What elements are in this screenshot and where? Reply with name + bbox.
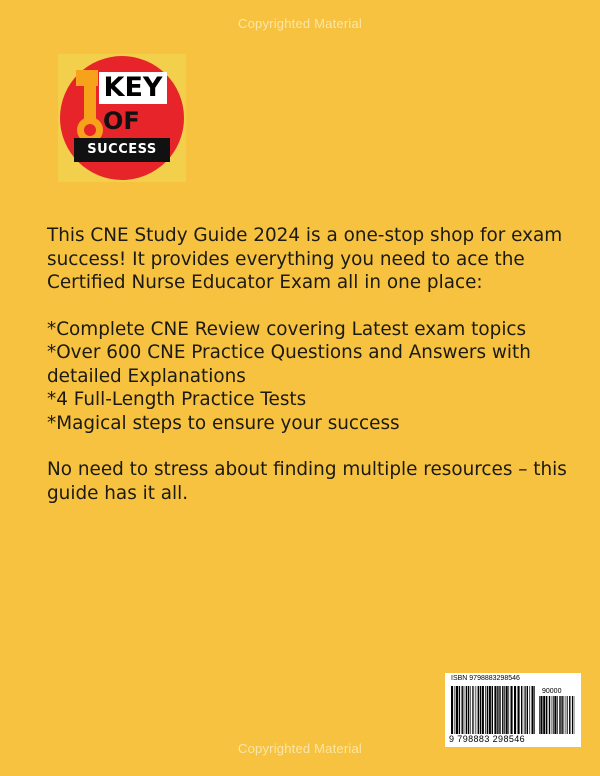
watermark-bottom: Copyrighted Material: [238, 741, 362, 756]
watermark-top: Copyrighted Material: [238, 16, 362, 31]
barcode-bars: [451, 686, 535, 734]
feature-item: *4 Full-Length Practice Tests: [47, 389, 307, 410]
closing-paragraph: No need to stress about finding multiple resources – this guide has it all.: [47, 459, 567, 504]
isbn-label: ISBN 9798883298546: [451, 675, 520, 682]
barcode-digits: 9 798883 298546: [449, 734, 526, 744]
barcode-price-code: 90000: [542, 688, 562, 695]
intro-paragraph: This CNE Study Guide 2024 is a one-stop shop for exam success! It provides everything you need to ace the Certified Nurse Educator Exam all in one place:: [47, 225, 563, 293]
feature-item: *Magical steps to ensure your success: [47, 412, 400, 434]
logo-word-of: OF: [103, 107, 140, 135]
description-block: [47, 224, 577, 505]
logo-word-success: SUCCESS: [74, 138, 170, 162]
barcode-addon-bars: [539, 696, 575, 734]
isbn-barcode: [445, 673, 581, 747]
logo-word-key: KEY: [99, 72, 167, 104]
feature-list: [47, 318, 577, 436]
feature-item: *Over 600 CNE Practice Questions and Answers with detailed Explanations: [47, 342, 531, 387]
feature-item: *Complete CNE Review covering Latest exam topics: [47, 318, 527, 340]
